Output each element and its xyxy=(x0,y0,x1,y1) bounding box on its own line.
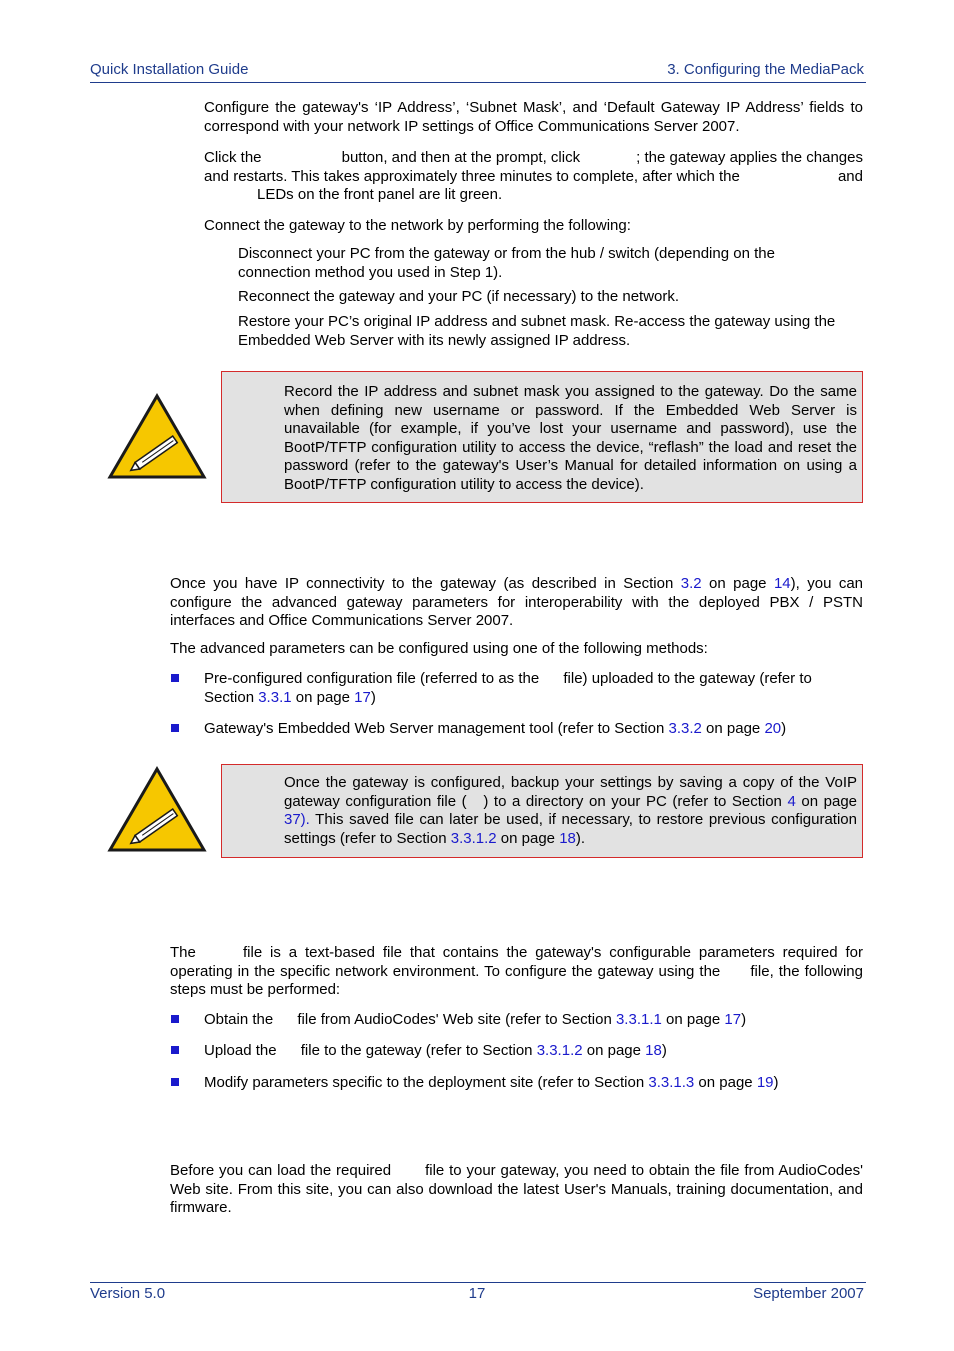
ini-step-obtain-c: on page xyxy=(666,1011,721,1028)
ini-intro xyxy=(170,944,863,1000)
bullet-square-icon xyxy=(171,1015,179,1023)
method-ini-d: ) xyxy=(370,688,376,706)
substep-restore: Restore your PC’s original IP address and subnet mask. Re-access the gateway using the Embedded Web Server with its newly assigned IP address. xyxy=(238,313,836,349)
ini-intro-a: The xyxy=(170,944,196,961)
ini-step-modify-d: ) xyxy=(773,1074,779,1091)
ini-intro-b: file is a text-based file that contains the gateway's configurable parameters required for operating in the specific network environment. To configure the gateway using the xyxy=(170,944,863,980)
ini-intro-c: file, the following steps must be performed: xyxy=(170,962,863,998)
step-click-a: Click the xyxy=(204,149,262,166)
step-click-d: and xyxy=(837,167,863,185)
ini-step-obtain-b: file from AudioCodes' Web site (refer to Section xyxy=(297,1011,612,1028)
bullet-square-icon xyxy=(171,1046,179,1054)
method-ini-c: on page xyxy=(295,688,350,706)
method-ini-a: Pre-configured configuration file (referred to as the xyxy=(204,670,540,687)
ini-step-upload xyxy=(204,1042,859,1061)
note-backup-b: ) to a directory on your PC (refer to Section xyxy=(483,792,782,810)
link-page-17[interactable]: 17 xyxy=(354,688,371,706)
note-backup-d: This saved file can later be used, if necessary, to restore previous configuration settings (refer to Section xyxy=(284,811,857,847)
method-ini-file xyxy=(204,670,859,707)
method-web-c: on page xyxy=(706,720,761,737)
header-chapter-title: 3. Configuring the MediaPack xyxy=(667,61,864,78)
note-backup-e: on page xyxy=(500,829,556,847)
ini-step-modify-a: Modify parameters specific to the deployment site (refer to Section xyxy=(204,1074,645,1091)
method-web-server xyxy=(204,720,859,739)
link-page-18[interactable]: 18 xyxy=(645,1042,662,1059)
note-pencil-icon xyxy=(107,765,207,853)
ini-step-obtain xyxy=(204,1011,859,1030)
substep-reconnect: Reconnect the gateway and your PC (if necessary) to the network. xyxy=(238,288,680,305)
link-section-3-3-1-2[interactable]: 3.3.1.2 xyxy=(536,1042,583,1059)
link-page-20[interactable]: 20 xyxy=(764,720,782,737)
advanced-intro-c: ), you can configure the advanced gateway parameters for interoperability with the deployed PBX / PSTN interfaces and Office Communications Server 2007. xyxy=(170,575,864,629)
bullet-square-icon xyxy=(171,674,179,682)
ini-step-upload-a: Upload the xyxy=(204,1042,277,1059)
advanced-intro xyxy=(170,575,863,631)
link-section-3-3-1-1[interactable]: 3.3.1.1 xyxy=(615,1011,662,1028)
bullet-square-icon xyxy=(171,724,179,732)
method-ini-b2: Section xyxy=(204,688,255,706)
ini-step-obtain-a: Obtain the xyxy=(204,1011,274,1028)
step-configure-ip: Configure the gateway's ‘IP Address’, ‘Subnet Mask’, and ‘Default Gateway IP Address’ fields to correspond with your network IP settings of Office Communications Server 2007. xyxy=(204,99,863,135)
substep-disconnect: Disconnect your PC from the gateway or from the hub / switch (depending on the connection method you used in Step 1). xyxy=(238,245,775,281)
step-click-c1: ; the gateway applies the changes xyxy=(636,149,863,166)
note-box-backup xyxy=(221,764,863,858)
step-connect-network: Connect the gateway to the network by performing the following: xyxy=(204,217,631,234)
header-divider xyxy=(90,82,866,83)
method-ini-b1: file) uploaded to the gateway (refer to xyxy=(563,670,812,687)
footer-date: September 2007 xyxy=(753,1285,864,1302)
ini-step-upload-c: on page xyxy=(586,1042,641,1059)
page-footer xyxy=(90,1285,864,1305)
step-click-c2: and restarts. This takes approximately three minutes to complete, after which the xyxy=(204,167,740,185)
footer-page-number: 17 xyxy=(468,1285,486,1302)
link-section-3-2[interactable]: 3.2 xyxy=(680,575,702,592)
ini-step-obtain-d: ) xyxy=(741,1011,747,1028)
note-record-ip-text: Record the IP address and subnet mask you assigned to the gateway. Do the same when defining new username or password. If the Embedded Web Server is unavailable (for example, if you’ve lost your username and password), use the BootP/TFTP configuration utility to access the device, “reflash” the load and reset the password (refer to the gateway's User’s Manual for detailed information on using a BootP/TFTP configuration utility to access the device). xyxy=(284,383,857,493)
ini-step-modify-c: on page xyxy=(698,1074,753,1091)
step-click-b: button, and then at the prompt, click xyxy=(341,149,581,166)
note-backup-text xyxy=(284,774,857,848)
note-pencil-icon xyxy=(107,392,207,480)
ini-step-modify xyxy=(204,1074,859,1093)
obtain-b: file to your gateway, you need to obtain the file from AudioCodes' Web site. From this site, you can also download the latest User's Manuals, training documentation, and firmware. xyxy=(170,1162,863,1216)
link-section-3-3-1-2[interactable]: 3.3.1.2 xyxy=(450,829,497,847)
link-page-37[interactable]: 37). xyxy=(284,811,310,828)
footer-version: Version 5.0 xyxy=(90,1285,166,1302)
note-backup-a: Once the gateway is configured, backup your settings by saving a copy of the VoIP gateway configuration file ( xyxy=(284,774,857,810)
link-section-4[interactable]: 4 xyxy=(787,792,796,810)
advanced-intro-b: on page xyxy=(709,575,767,592)
method-web-a: Gateway's Embedded Web Server management tool (refer to Section xyxy=(204,720,665,737)
page-header xyxy=(90,61,864,81)
ini-step-upload-d: ) xyxy=(661,1042,667,1059)
note-box-record-ip xyxy=(221,371,863,503)
obtain-ini-paragraph xyxy=(170,1162,863,1218)
note-backup-f: ). xyxy=(575,829,586,847)
link-section-3-3-2[interactable]: 3.3.2 xyxy=(668,720,702,737)
ini-step-upload-b: file to the gateway (refer to Section xyxy=(300,1042,533,1059)
link-page-17[interactable]: 17 xyxy=(724,1011,742,1028)
step-click-e: LEDs on the front panel are lit green. xyxy=(257,186,503,203)
methods-intro: The advanced parameters can be configured using one of the following methods: xyxy=(170,640,708,657)
obtain-a: Before you can load the required xyxy=(170,1162,392,1179)
link-section-3-3-1-3[interactable]: 3.3.1.3 xyxy=(648,1074,695,1091)
note-backup-c: on page xyxy=(801,792,858,810)
method-web-d: ) xyxy=(781,720,787,737)
bullet-square-icon xyxy=(171,1078,179,1086)
step-click-submit xyxy=(204,149,863,205)
header-doc-title: Quick Installation Guide xyxy=(90,61,249,78)
link-page-19[interactable]: 19 xyxy=(756,1074,774,1091)
link-page-14[interactable]: 14 xyxy=(773,575,791,592)
footer-divider xyxy=(90,1282,866,1283)
link-section-3-3-1[interactable]: 3.3.1 xyxy=(258,688,292,706)
link-page-18[interactable]: 18 xyxy=(559,829,576,847)
advanced-intro-a: Once you have IP connectivity to the gateway (as described in Section xyxy=(170,575,674,592)
